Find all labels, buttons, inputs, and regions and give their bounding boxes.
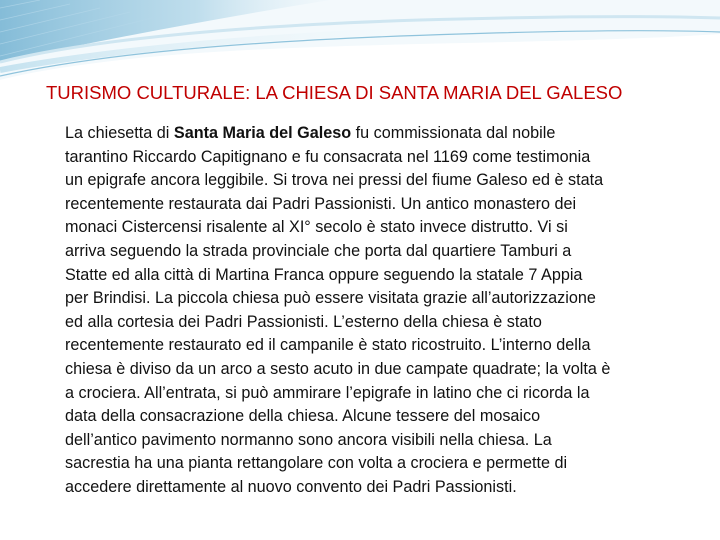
church-name-bold: Santa Maria del Galeso [173, 124, 352, 142]
body-line-7: Statte ed alla città di Martina Franca oppure seguendo la statale 7 Appia [65, 265, 583, 284]
body-line-5: monaci Cistercensi risalente al XI° secolo è stato invece distrutto. Vi si [65, 218, 568, 237]
body-line-1 [65, 122, 685, 146]
body-line-13: data della consacrazione della chiesa. Alcune tessere del mosaico [65, 407, 541, 426]
body-line-12: a crociera. All’entrata, si può ammirare l’epigrafe in latino che ci ricorda la [65, 383, 590, 402]
body-line-11: chiesa è diviso da un arco a sesto acuto in due campate quadrate; la volta è [65, 359, 611, 378]
body-line-16: accedere direttamente al nuovo convento dei Padri Passionisti. [65, 477, 517, 496]
body-line-2: tarantino Riccardo Capitignano e fu consacrata nel 1169 come testimonia [65, 147, 591, 166]
body-line-10: recentemente restaurato ed il campanile è stato ricostruito. L’interno della [65, 336, 591, 355]
body-line-6: arriva seguendo la strada provinciale che porta dal quartiere Tamburi a [65, 241, 572, 260]
body-line-14: dell’antico pavimento normanno sono ancora visibili nella chiesa. La [65, 430, 552, 449]
body-line-1-end: fu commissionata dal nobile [351, 124, 556, 142]
body-line-3: un epigrafe ancora leggibile. Si trova nei pressi del fiume Galeso ed è stata [65, 171, 604, 190]
slide-title: TURISMO CULTURALE: LA CHIESA DI SANTA MARIA DEL GALESO [46, 82, 623, 103]
body-line-9: ed alla cortesia dei Padri Passionisti. L’esterno della chiesa è stato [65, 312, 542, 331]
body-line-8: per Brindisi. La piccola chiesa può essere visitata grazie all’autorizzazione [65, 289, 596, 308]
body-line-4: recentemente restaurata dai Padri Passionisti. Un antico monastero dei [65, 194, 577, 213]
body-line-1-start: La chiesetta di [65, 124, 174, 142]
body-line-15: sacrestia ha una pianta rettangolare con volta a crociera e permette di [65, 454, 568, 473]
slide-body-paragraph [65, 122, 685, 500]
